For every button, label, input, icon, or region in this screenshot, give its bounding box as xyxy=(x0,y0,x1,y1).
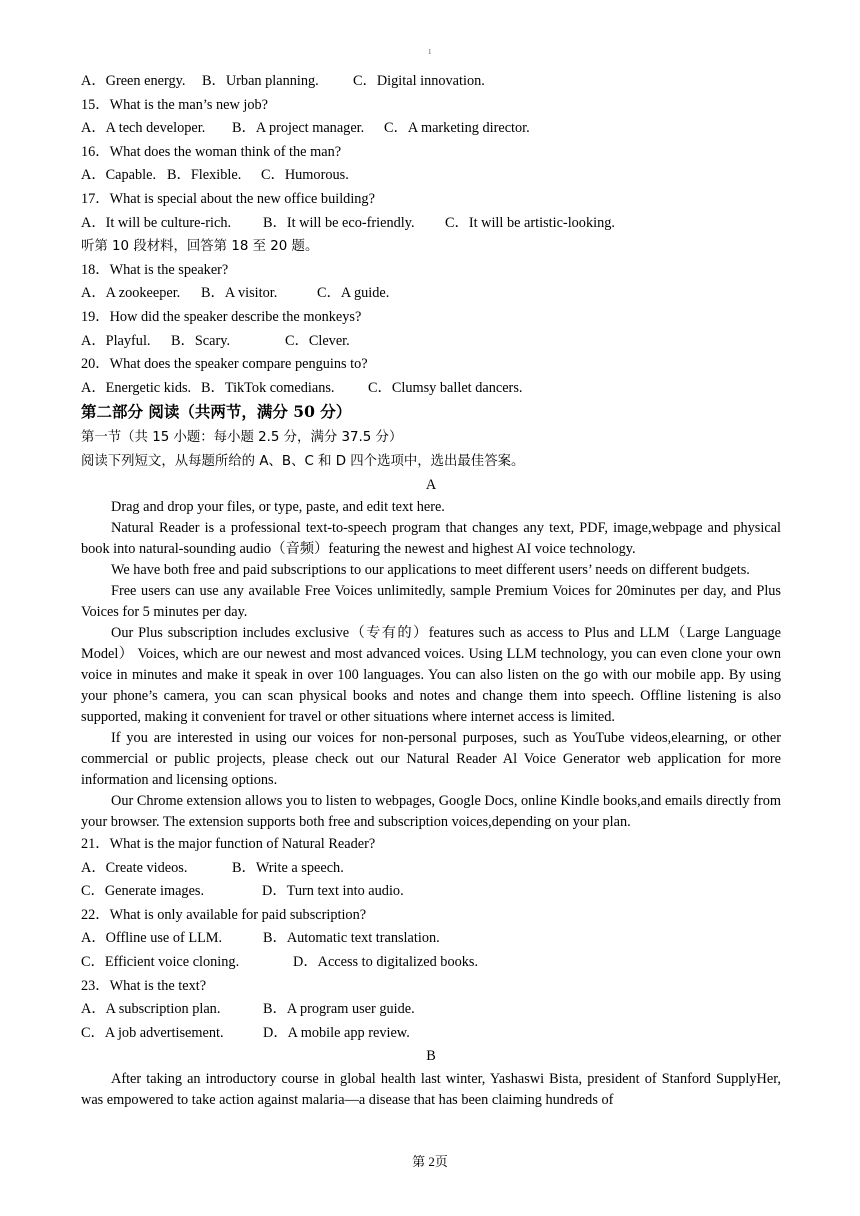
section-one-title: 第一节（共 15 小题：每小题 2.5 分，满分 37.5 分） xyxy=(81,430,403,446)
q14-option-b: B．Urban planning. xyxy=(202,73,319,89)
q18-options xyxy=(81,282,781,306)
q22-option-c: C．Efficient voice cloning. xyxy=(81,954,240,971)
passage-a-paragraph: Drag and drop your files, or type, paste, and edit text here. xyxy=(111,499,445,516)
header-mark: 1 xyxy=(428,48,432,56)
q23-option-a: A．A subscription plan. xyxy=(81,1001,221,1018)
passage-a-paragraph: We have both free and paid subscriptions to our applications to meet different users’ needs on different budgets. xyxy=(111,562,750,579)
q18-option-a: A．A zookeeper. xyxy=(81,285,181,302)
q16-option-b: B．Flexible. xyxy=(167,167,242,184)
q16-option-c: C．Humorous. xyxy=(261,167,349,184)
q21-option-b: B．Write a speech. xyxy=(232,859,344,876)
passage-a-label: A xyxy=(425,476,437,493)
q15-option-a: A．A tech developer. xyxy=(81,120,206,137)
q21-options-ab xyxy=(81,857,781,881)
q14-options xyxy=(81,70,781,94)
q14-option-c: C．Digital innovation. xyxy=(353,73,485,89)
q20-options xyxy=(81,377,781,401)
q20-option-b: B．TikTok comedians. xyxy=(201,379,335,396)
q19-option-c: C．Clever. xyxy=(285,332,350,349)
q17-stem: 17．What is special about the new office building? xyxy=(81,190,375,207)
passage-b-label: B xyxy=(426,1048,436,1065)
q19-options xyxy=(81,330,781,354)
q17-option-c: C．It will be artistic-looking. xyxy=(445,214,615,231)
q16-options xyxy=(81,164,781,188)
q23-option-c: C．A job advertisement. xyxy=(81,1024,224,1041)
q19-stem: 19．How did the speaker describe the monkeys? xyxy=(81,308,362,325)
passage-a xyxy=(81,497,781,833)
q23-options-cd xyxy=(81,1022,781,1046)
q22-options-ab xyxy=(81,927,781,951)
q21-option-d: D．Turn text into audio. xyxy=(262,883,404,900)
q20-option-a: A．Energetic kids. xyxy=(81,379,192,396)
q21-stem: 21．What is the major function of Natural Reader? xyxy=(81,836,376,853)
q15-option-b: B．A project manager. xyxy=(232,120,365,137)
q14-option-a: A．Green energy. xyxy=(81,73,186,89)
q17-option-b: B．It will be eco-friendly. xyxy=(263,214,415,231)
q15-option-c: C．A marketing director. xyxy=(384,120,530,137)
q22-options-cd xyxy=(81,951,781,975)
q21-options-cd xyxy=(81,880,781,904)
passage-a-paragraph: Our Chrome extension allows you to listen to webpages, Google Docs, online Kindle books,and emails directly from your browser. The extension supports both free and subscription voices,depending on your plan. xyxy=(81,793,781,831)
q21-option-a: A．Create videos. xyxy=(81,859,188,876)
q23-options-ab xyxy=(81,998,781,1022)
q18-option-b: B．A visitor. xyxy=(201,285,278,302)
q17-option-a: A．It will be culture-rich. xyxy=(81,214,232,231)
passage-b xyxy=(81,1069,781,1111)
q16-option-a: A．Capable. xyxy=(81,167,157,184)
q20-stem: 20．What does the speaker compare penguins to? xyxy=(81,356,368,373)
q22-option-a: A．Offline use of LLM. xyxy=(81,930,223,947)
q16-stem: 16．What does the woman think of the man? xyxy=(81,143,342,160)
q23-stem: 23．What is the text? xyxy=(81,977,207,994)
q17-options xyxy=(81,212,781,236)
part-two-title: 第二部分 阅读（共两节，满分 50 分） xyxy=(81,402,352,422)
page-number: 第 2页 xyxy=(412,1154,448,1169)
q22-option-d: D．Access to digitalized books. xyxy=(293,954,479,971)
q22-stem: 22．What is only available for paid subscription? xyxy=(81,906,367,923)
passage-a-paragraph: If you are interested in using our voices for non-personal purposes, such as YouTube videos,elearning, or other commercial or public projects, please check out our Natural Reader Al Voice Generator web application for more information and licensing options. xyxy=(81,730,781,789)
q19-option-a: A．Playful. xyxy=(81,332,151,349)
q23-option-b: B．A program user guide. xyxy=(263,1001,415,1018)
instruction-10: 听第 10 段材料，回答第 18 至 20 题。 xyxy=(81,239,319,255)
q23-option-d: D．A mobile app review. xyxy=(263,1024,410,1041)
passage-a-paragraph: Natural Reader is a professional text-to-speech program that changes any text, PDF, image,webpage and physical book into natural-sounding audio（音频）featuring the newest and highest AI voice technology. xyxy=(81,520,781,558)
passage-a-paragraph: Free users can use any available Free Voices unlimitedly, sample Premium Voices for 20minutes per day, and Plus Voices for 5 minutes per day. xyxy=(81,583,781,621)
q21-option-c: C．Generate images. xyxy=(81,883,205,900)
q15-options xyxy=(81,117,781,141)
reading-instruction: 阅读下列短文，从每题所给的 A、B、C 和 D 四个选项中，选出最佳答案。 xyxy=(81,453,525,469)
q18-option-c: C．A guide. xyxy=(317,285,390,302)
exam-page xyxy=(81,70,781,1111)
passage-b-paragraph: After taking an introductory course in global health last winter, Yashaswi Bista, president of Stanford SupplyHer, was empowered to take action against malaria—a disease that has been claiming hundreds of xyxy=(81,1071,781,1109)
q15-stem: 15．What is the man’s new job? xyxy=(81,96,269,113)
q20-option-c: C．Clumsy ballet dancers. xyxy=(368,379,523,396)
q22-option-b: B．Automatic text translation. xyxy=(263,930,440,947)
q18-stem: 18．What is the speaker? xyxy=(81,261,229,278)
q19-option-b: B．Scary. xyxy=(171,332,231,349)
passage-a-paragraph: Our Plus subscription includes exclusive（专有的）features such as access to Plus and LLM（Large Language Model） Voices, which are our newest and most advanced voices. Using LLM technology, you can even clone your own voice in minutes and make it speak in over 100 languages. You can also listen on the go with our mobile app. By using your phone’s camera, you can scan physical books and notes and change them into speech. Offline listening is also supported, making it convenient for travel or other situations where internet access is limited. xyxy=(81,625,781,726)
